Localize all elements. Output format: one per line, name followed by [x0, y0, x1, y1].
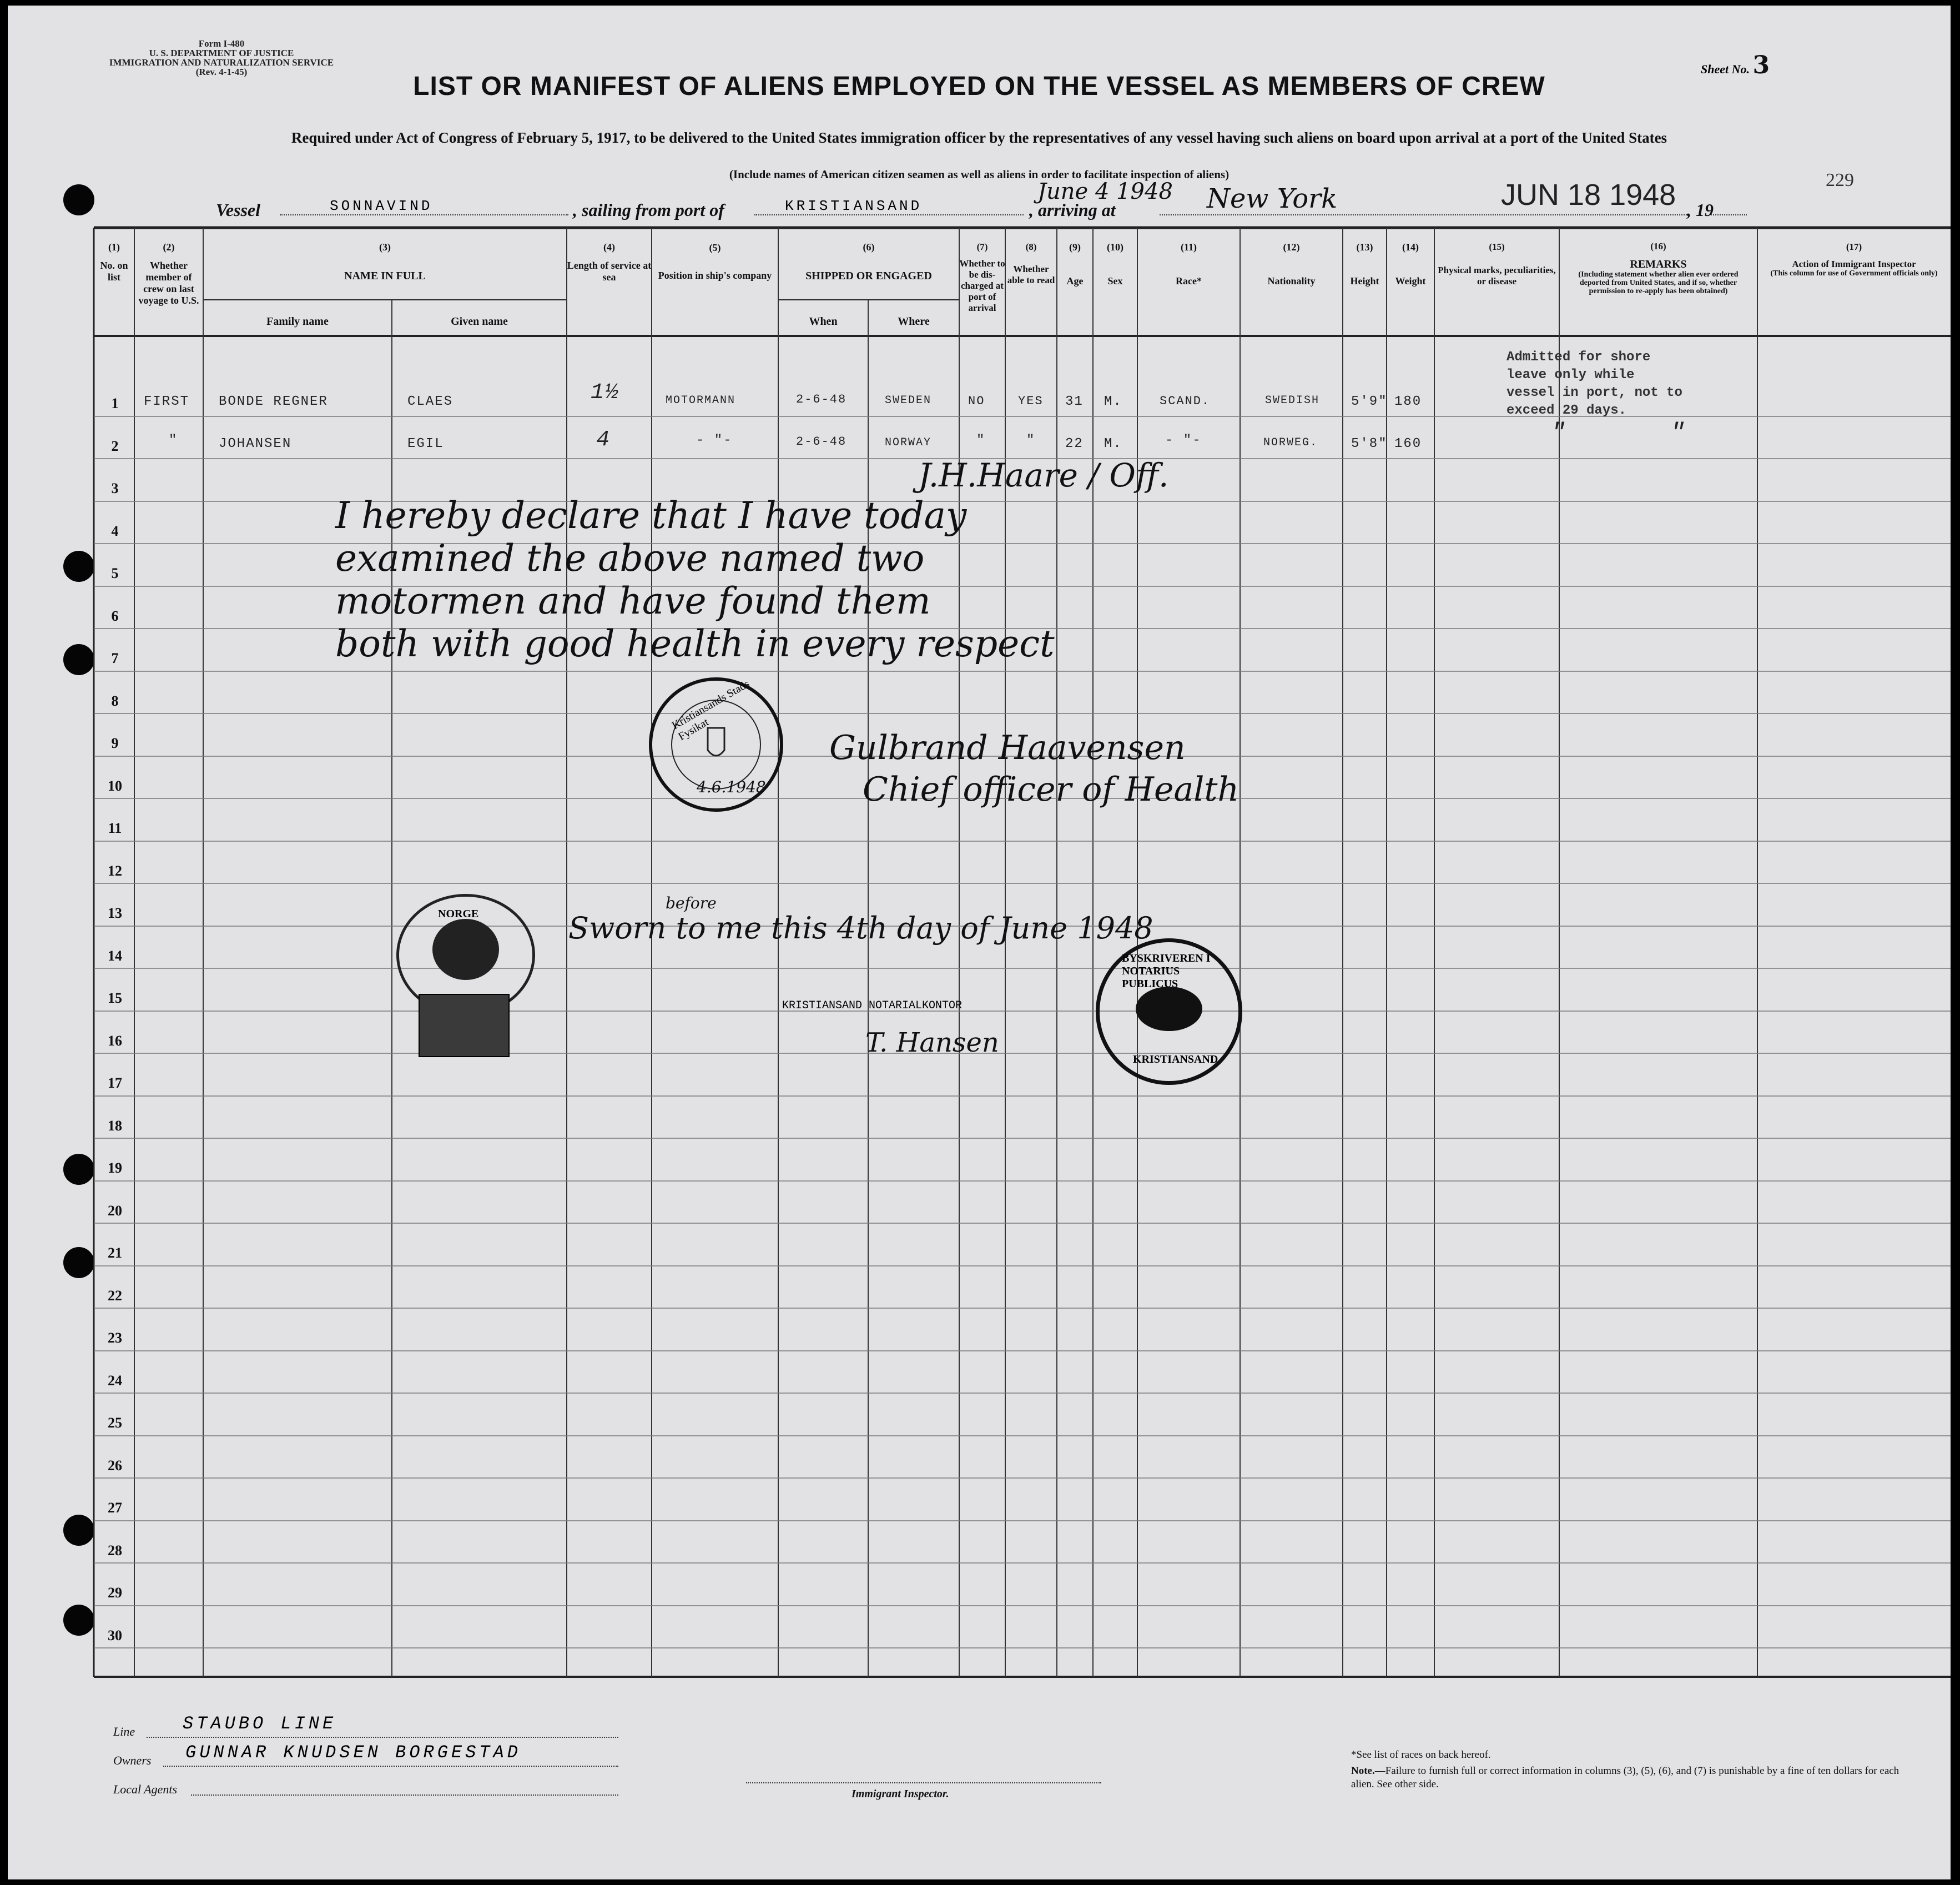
row-number: 11 [108, 820, 122, 836]
year-label: , 19 [1687, 200, 1714, 220]
row2-remarks: " [1670, 419, 1686, 447]
instruction-note: (Include names of American citizen seamen as well as aliens in order to facilitate inspection of aliens) [729, 168, 1230, 181]
col-3-header: (3) NAME IN FULL [344, 242, 426, 282]
sworn-insertion: before [666, 894, 717, 912]
seal-date: 4.6.1948 [697, 778, 766, 796]
sailing-port: KRISTIANSAND [785, 198, 923, 214]
row1-weight: 180 [1394, 394, 1422, 409]
line-field [147, 1737, 618, 1738]
row2-weight: 160 [1394, 436, 1422, 451]
vessel-line: Vessel [216, 200, 260, 220]
row-number: 21 [108, 1245, 122, 1261]
row-number: 1 [111, 395, 119, 411]
owners-field [163, 1766, 618, 1767]
col-1-header: (1) No. on list [100, 242, 128, 283]
row2-given-name: EGIL [407, 436, 444, 451]
notary-office: KRISTIANSAND NOTARIALKONTOR [782, 999, 963, 1012]
col-6-header: (6) SHIPPED OR ENGAGED [805, 242, 932, 282]
row1-sex: M. [1104, 394, 1122, 409]
given-name-header: Given name [451, 315, 508, 328]
row-number: 4 [111, 522, 119, 539]
row-number: 18 [108, 1117, 122, 1134]
row2-sex: M. [1104, 436, 1122, 451]
owners-value: GUNNAR KNUDSEN BORGESTAD [185, 1742, 521, 1763]
family-name-header: Family name [266, 315, 329, 328]
row-number: 15 [108, 990, 122, 1006]
row-number: 5 [111, 565, 119, 581]
row1-crew-voyage: FIRST [144, 394, 190, 409]
manifest-sheet [8, 6, 1951, 1879]
inspector-label: Immigrant Inspector. [851, 1788, 949, 1800]
col-13-header: (13) Height [1350, 242, 1379, 286]
row1-remarks: Admitted for shore leave only while vessel in port, not to exceed 29 days. [1506, 350, 1682, 418]
page-stamp-number: 229 [1826, 170, 1854, 190]
line-label: Line [113, 1725, 135, 1738]
health-office-seal [649, 677, 783, 812]
arriving-label: , arriving at [1029, 200, 1116, 220]
col-11-header: (11) Race* [1176, 242, 1202, 286]
row-number: 22 [108, 1287, 122, 1304]
row-number: 13 [108, 905, 122, 921]
when-header: When [809, 315, 838, 328]
row1-family-name: BONDE REGNER [219, 394, 328, 409]
row2-read: " [1026, 433, 1036, 448]
row1-position: MOTORMANN [666, 394, 736, 407]
row2-position: - "- [696, 433, 733, 448]
row1-given-name: CLAES [407, 394, 454, 409]
col-15-header: (15) Physical marks, peculiarities, or disease [1438, 242, 1556, 286]
col-17-header: (17) Action of Immigrant Inspector (This column for use of Government officials only) [1770, 242, 1938, 278]
row-number: 16 [108, 1032, 122, 1049]
notary-seal [1096, 938, 1242, 1085]
revenue-stamp-base [419, 994, 510, 1057]
row-number: 19 [108, 1160, 122, 1176]
col-5-header: (5) Position in ship's company [658, 242, 772, 281]
row-number: 2 [111, 438, 119, 454]
row2-age: 22 [1065, 436, 1084, 451]
row-number: 20 [108, 1202, 122, 1219]
penalty-note: Note.—Failure to furnish full or correct information in columns (3), (5), (6), and (7) is punishable by a fine of ten dollars for each alien. See other side. [1351, 1765, 1899, 1790]
row-number: 6 [111, 607, 119, 624]
row2-crew-voyage: " [169, 433, 178, 448]
arrival-date-stamp: JUN 18 1948 [1501, 178, 1676, 212]
col-4-header: (4) Length of service at sea [567, 242, 652, 283]
row-number: 3 [111, 480, 119, 496]
sworn-statement: Sworn to me this 4th day of June 1948 [568, 911, 1153, 946]
row-number: 28 [108, 1542, 122, 1559]
form-identifier: Form I-480 U. S. DEPARTMENT OF JUSTICE IMMIGRATION AND NATURALIZATION SERVICE (Rev. 4-1-45) [109, 38, 334, 77]
sailing-date: June 4 1948 [1037, 179, 1173, 204]
vessel-name: SONNAVIND [330, 198, 433, 214]
row2-length-service: 4 [596, 428, 611, 453]
requirement-text: Required under Act of Congress of February 5, 1917, to be delivered to the United States immigration officer by the representatives of any vessel having such aliens on board upon arrival at a port of the United States [291, 129, 1667, 146]
row-number: 14 [108, 947, 122, 964]
row2-race: - "- [1165, 433, 1202, 448]
row-number: 8 [111, 692, 119, 709]
column-dividers [134, 228, 1757, 1677]
col-9-header: (9) Age [1066, 242, 1084, 286]
inspector-field [746, 1782, 1101, 1783]
row1-length-service: 1½ [591, 380, 620, 405]
row1-discharged: NO [968, 394, 985, 408]
revenue-stamp-text: NORGE [438, 908, 479, 920]
row1-when: 2-6-48 [796, 393, 847, 406]
row2-marks: " [1551, 419, 1567, 447]
row1-age: 31 [1065, 394, 1084, 409]
col-16-header: (16) REMARKS (Including statement whether alien ever ordered deported from United States, and if so, whether permission to re-apply has been obtained) [1578, 241, 1739, 295]
row-number: 7 [111, 650, 119, 666]
row-number: 27 [108, 1500, 122, 1516]
row2-family-name: JOHANSEN [219, 436, 292, 451]
where-header: Where [898, 315, 930, 328]
owners-label: Owners [113, 1753, 152, 1767]
col-8-header: (8) Whether able to read [1007, 242, 1055, 285]
row-number: 24 [108, 1372, 122, 1389]
row-number: 26 [108, 1457, 122, 1474]
row2-height: 5'8" [1351, 436, 1388, 451]
notary-signature: T. Hansen [865, 1027, 999, 1058]
row1-where: SWEDEN [885, 394, 932, 407]
col-7-header: (7) Whether to be dis-charged at port of arrival [959, 242, 1005, 313]
row-number: 10 [108, 777, 122, 794]
health-declaration: I hereby declare that I have today examined the above named two motormen and have found them both with good health in every respect [335, 494, 1055, 665]
notary-seal-city: KRISTIANSAND [1133, 1053, 1218, 1065]
row-number: 23 [108, 1330, 122, 1346]
races-note: *See list of races on back hereof. [1351, 1749, 1491, 1761]
row-number: 9 [111, 735, 119, 751]
row2-nationality: NORWEG. [1263, 436, 1318, 449]
sheet-number: Sheet No. 3 [1701, 51, 1770, 79]
row1-read: YES [1018, 394, 1044, 408]
col-12-header: (12) Nationality [1267, 242, 1316, 286]
row2-where: NORWAY [885, 436, 932, 449]
sailing-label: , sailing from port of [573, 200, 724, 220]
col-10-header: (10) Sex [1107, 242, 1123, 286]
row-number: 30 [108, 1627, 122, 1643]
initials-scrawl: J.H.Haare / Off. [918, 456, 1169, 494]
line-value: STAUBO LINE [183, 1713, 337, 1734]
health-officer-signature: Gulbrand Haavensen Chief officer of Health [829, 728, 1240, 809]
row1-nationality: SWEDISH [1265, 394, 1320, 407]
row-number: 25 [108, 1415, 122, 1431]
row2-discharged: " [976, 433, 986, 448]
notary-seal-center [1136, 987, 1202, 1031]
arriving-port: New York [1207, 183, 1338, 214]
row-number: 17 [108, 1075, 122, 1091]
row1-height: 5'9" [1351, 394, 1388, 409]
local-agents-field [191, 1794, 618, 1796]
col-2-header: (2) Whether member of crew on last voyage to U.S. [138, 242, 199, 306]
local-agents-label: Local Agents [113, 1782, 178, 1796]
row-number: 29 [108, 1585, 122, 1601]
row-number: 12 [108, 862, 122, 879]
row1-race: SCAND. [1160, 394, 1211, 408]
notary-seal-text: BYSKRIVEREN I NOTARIUS PUBLICUS [1122, 952, 1211, 990]
page-title: LIST OR MANIFEST OF ALIENS EMPLOYED ON THE VESSEL AS MEMBERS OF CREW [413, 72, 1545, 101]
col-14-header: (14) Weight [1395, 242, 1426, 286]
revenue-stamp-seal [432, 919, 499, 980]
row2-when: 2-6-48 [796, 435, 847, 449]
seal-text: Kristiansands Stads Fysikat [669, 677, 752, 743]
